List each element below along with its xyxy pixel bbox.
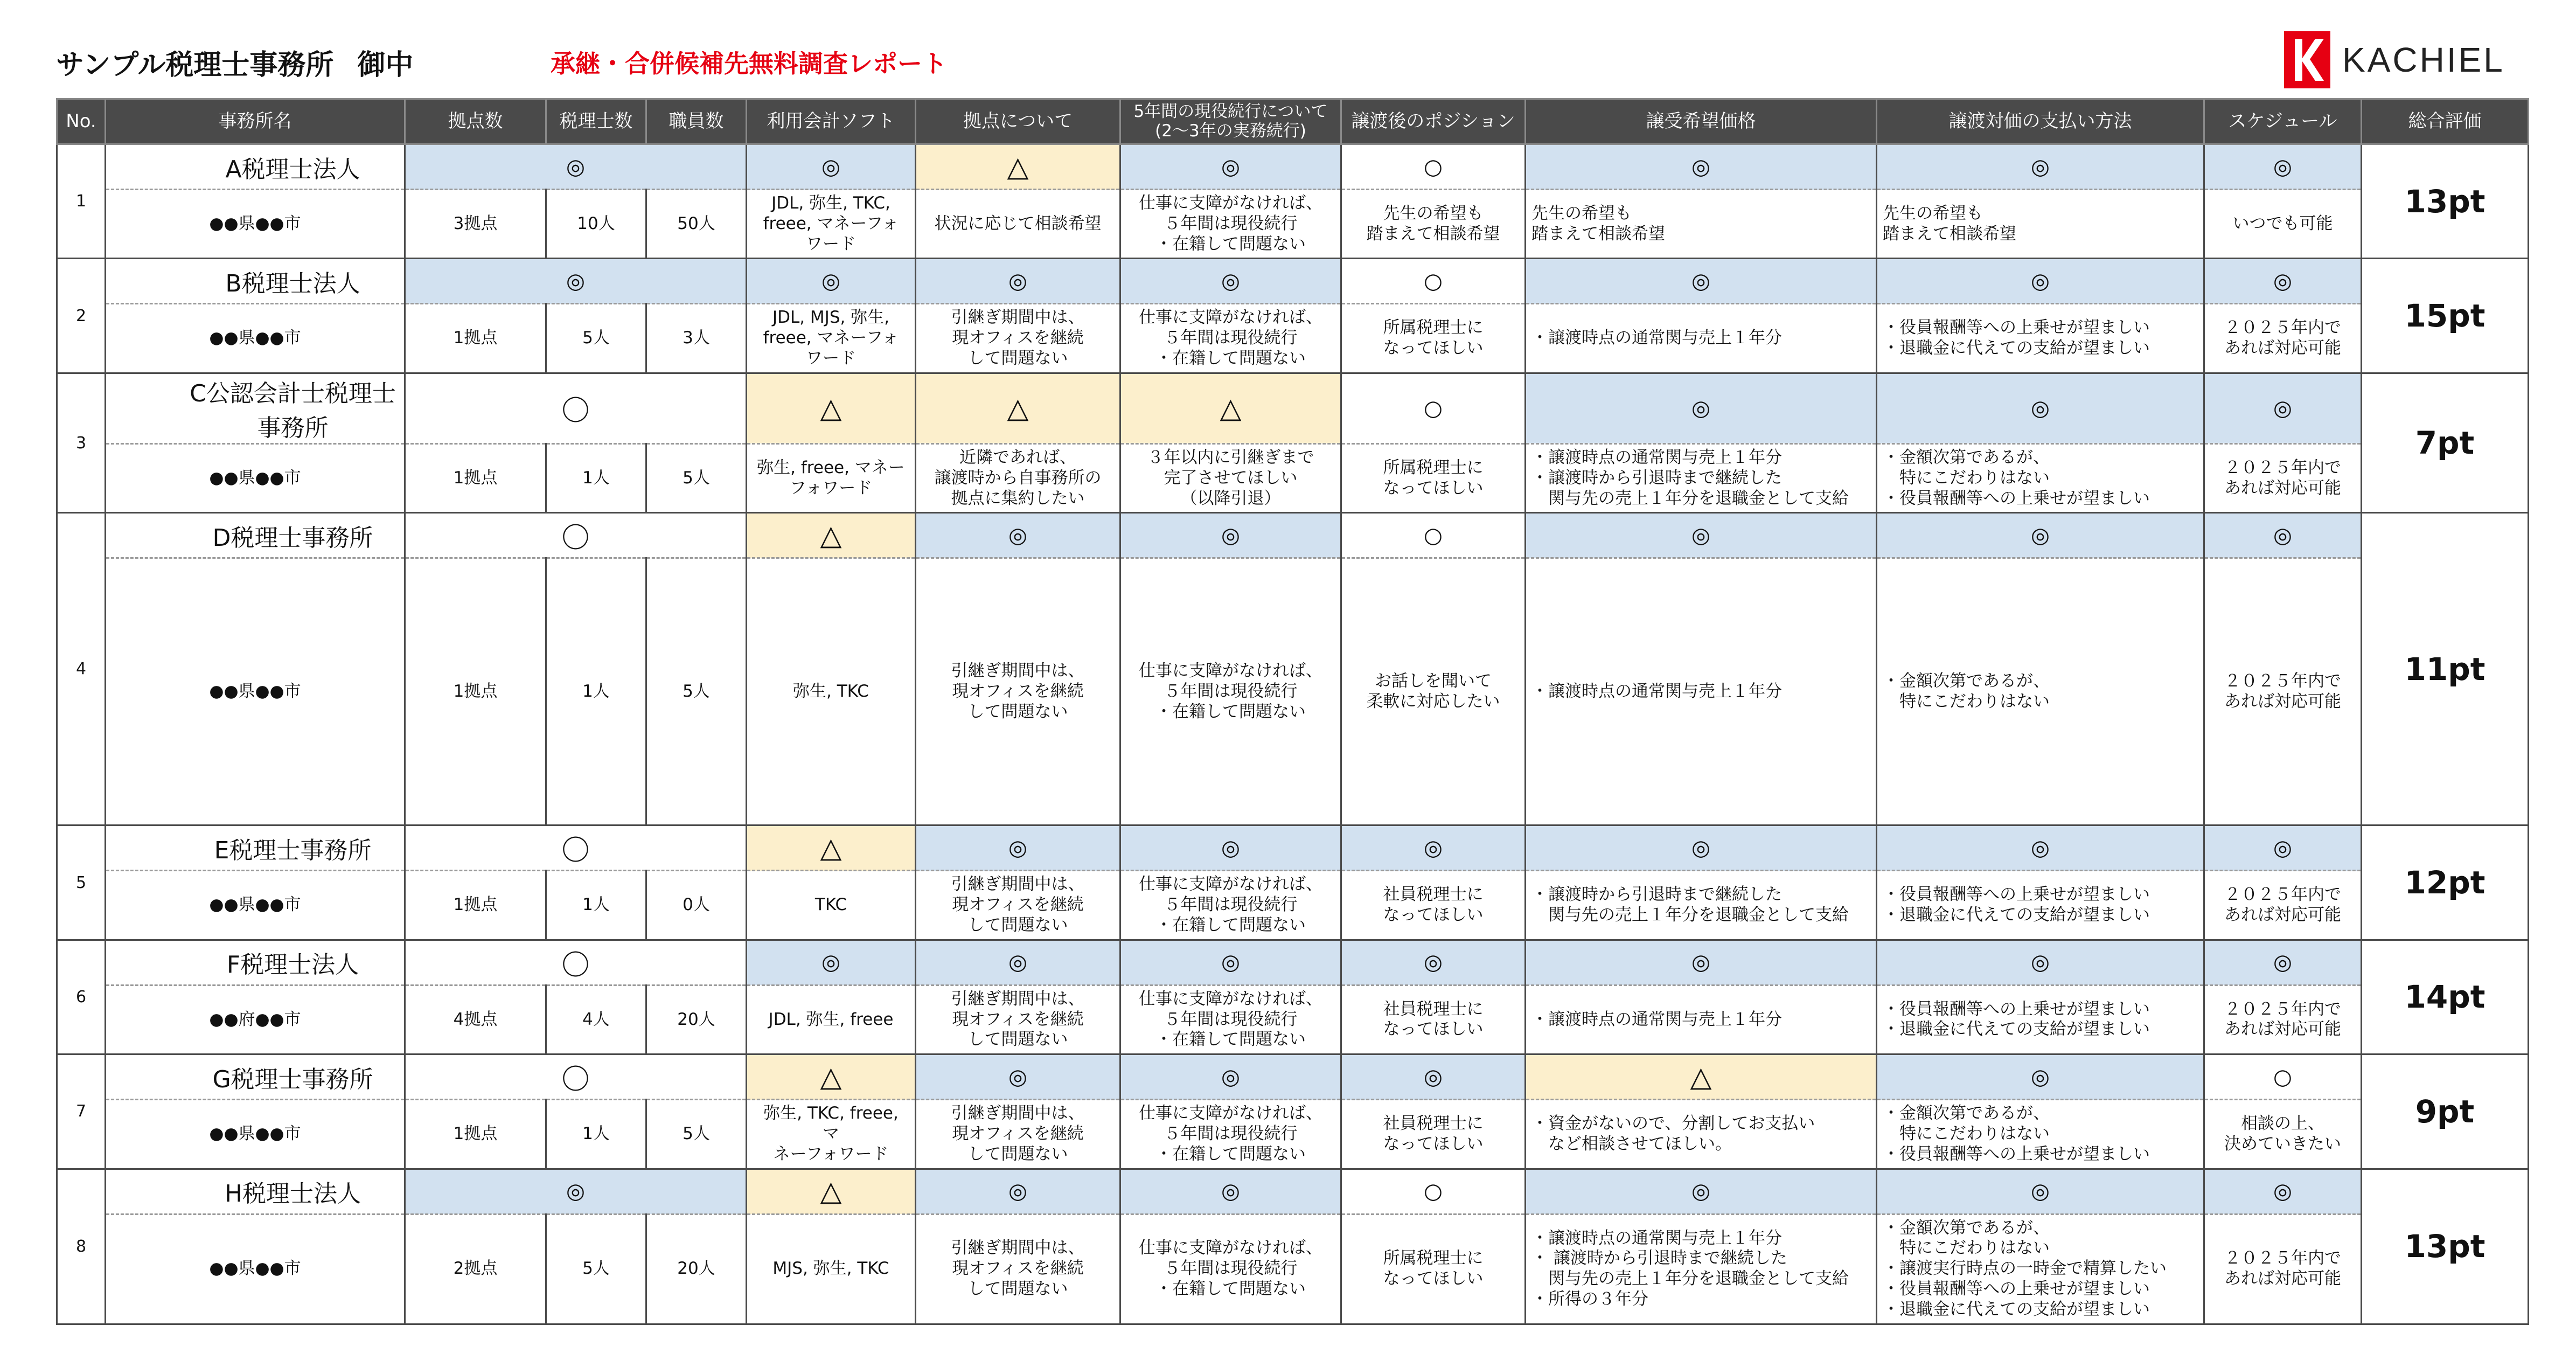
schedule-rating bbox=[2204, 144, 2362, 190]
payment-note: 先生の希望も 踏まえて相談希望 bbox=[1877, 190, 2204, 259]
basic-rating bbox=[405, 513, 747, 558]
kachiel-logo bbox=[2284, 30, 2505, 89]
schedule-note: ２０２５年内で あれば対応可能 bbox=[2204, 558, 2362, 825]
col-continue: 5年間の現役続行について (2〜3年の実務続行) bbox=[1120, 99, 1341, 144]
rating-mark: ○ bbox=[2273, 1064, 2292, 1090]
schedule-note: ２０２５年内で あれば対応可能 bbox=[2204, 304, 2362, 373]
payment-note: ・役員報酬等への上乗せが望ましい ・退職金に代えての支給が望ましい bbox=[1877, 985, 2204, 1054]
staff-count: 3人 bbox=[646, 304, 747, 373]
continue-rating bbox=[1120, 513, 1341, 558]
rating-mark: ◎ bbox=[1221, 950, 1240, 975]
accounting-software: JDL, 弥生, freee bbox=[747, 985, 916, 1054]
client-name: サンプル税理士事務所 bbox=[56, 49, 334, 81]
kachiel-logo-icon bbox=[2284, 31, 2330, 88]
basic-rating bbox=[405, 1169, 747, 1214]
base-note: 状況に応じて相談希望 bbox=[916, 190, 1120, 259]
office-location: ●●県●●市 bbox=[106, 443, 405, 512]
row-number: 5 bbox=[57, 825, 106, 940]
tax-accountant-count: 1人 bbox=[546, 1100, 646, 1169]
rating-mark: ◎ bbox=[2031, 523, 2050, 548]
office-name: H税理士法人 bbox=[106, 1169, 405, 1214]
rating-mark: ○ bbox=[1424, 395, 1443, 421]
rating-mark: ○ bbox=[1424, 154, 1443, 179]
total-score: 12pt bbox=[2362, 825, 2529, 940]
rating-mark: ◎ bbox=[1424, 1064, 1443, 1090]
accounting-software: JDL, 弥生, TKC, freee, マネーフォ ワード bbox=[747, 190, 916, 259]
rating-mark: ◎ bbox=[1008, 835, 1027, 861]
base-note: 引継ぎ期間中は、 現オフィスを継続 して問題ない bbox=[916, 1214, 1120, 1324]
continue-rating bbox=[1120, 1054, 1341, 1100]
accounting-software: MJS, 弥生, TKC bbox=[747, 1214, 916, 1324]
software-rating bbox=[747, 259, 916, 304]
base-note: 引継ぎ期間中は、 現オフィスを継続 して問題ない bbox=[916, 985, 1120, 1054]
col-price: 譲受希望価格 bbox=[1526, 99, 1877, 144]
office-name: A税理士法人 bbox=[106, 144, 405, 190]
rating-mark: △ bbox=[820, 392, 842, 425]
row-number: 1 bbox=[57, 144, 106, 259]
accounting-software: JDL, MJS, 弥生, freee, マネーフォ ワード bbox=[747, 304, 916, 373]
honorific: 御中 bbox=[357, 49, 414, 81]
rating-mark: ◎ bbox=[2031, 395, 2050, 421]
schedule-rating bbox=[2204, 940, 2362, 985]
tax-accountant-count: 5人 bbox=[546, 1214, 646, 1324]
position-note: 社員税理士に なってほしい bbox=[1341, 985, 1526, 1054]
continue-rating bbox=[1120, 940, 1341, 985]
tax-accountant-count: 5人 bbox=[546, 304, 646, 373]
rating-mark: ◎ bbox=[2031, 1179, 2050, 1204]
rating-mark: ◎ bbox=[1691, 395, 1710, 421]
base-rating bbox=[916, 144, 1120, 190]
bases-count: 1拠点 bbox=[405, 558, 546, 825]
office-name: G税理士事務所 bbox=[106, 1054, 405, 1100]
rating-mark: ◎ bbox=[2273, 523, 2292, 548]
schedule-rating bbox=[2204, 1169, 2362, 1214]
table-row bbox=[57, 1169, 2529, 1214]
rating-mark: ◎ bbox=[2273, 835, 2292, 861]
position-note: 社員税理士に なってほしい bbox=[1341, 1100, 1526, 1169]
table-row-detail bbox=[57, 871, 2529, 940]
bases-count: 1拠点 bbox=[405, 304, 546, 373]
table-row-detail bbox=[57, 558, 2529, 825]
office-name: D税理士事務所 bbox=[106, 513, 405, 558]
tax-accountant-count: 1人 bbox=[546, 558, 646, 825]
staff-count: 20人 bbox=[646, 1214, 747, 1324]
rating-mark: ◎ bbox=[1221, 154, 1240, 179]
office-location: ●●県●●市 bbox=[106, 871, 405, 940]
tax-accountant-count: 10人 bbox=[546, 190, 646, 259]
row-number: 6 bbox=[57, 940, 106, 1054]
rating-mark: ◎ bbox=[1691, 268, 1710, 294]
continue-note: 仕事に支障がなければ、 ５年間は現役続行 ・在籍して問題ない bbox=[1120, 304, 1341, 373]
rating-mark: ◎ bbox=[821, 154, 840, 179]
rating-mark: ◎ bbox=[566, 268, 585, 294]
rating-mark: ◎ bbox=[1221, 268, 1240, 294]
payment-rating bbox=[1877, 373, 2204, 443]
col-staff: 職員数 bbox=[646, 99, 747, 144]
schedule-rating bbox=[2204, 259, 2362, 304]
rating-mark: 〇 bbox=[561, 1064, 590, 1097]
base-rating bbox=[916, 373, 1120, 443]
position-rating bbox=[1341, 1169, 1526, 1214]
software-rating bbox=[747, 825, 916, 871]
office-name: C公認会計士税理士事務所 bbox=[106, 373, 405, 443]
payment-rating bbox=[1877, 940, 2204, 985]
price-note: 先生の希望も 踏まえて相談希望 bbox=[1526, 190, 1877, 259]
rating-mark: ◎ bbox=[566, 154, 585, 179]
rating-mark: ◎ bbox=[2031, 835, 2050, 861]
continue-note: 仕事に支障がなければ、 ５年間は現役続行 ・在籍して問題ない bbox=[1120, 871, 1341, 940]
col-payment: 譲渡対価の支払い方法 bbox=[1877, 99, 2204, 144]
table-body bbox=[57, 144, 2529, 1324]
accounting-software: 弥生, TKC bbox=[747, 558, 916, 825]
continue-rating bbox=[1120, 1169, 1341, 1214]
col-no: No. bbox=[57, 99, 106, 144]
price-rating bbox=[1526, 1169, 1877, 1214]
accounting-software: TKC bbox=[747, 871, 916, 940]
payment-note: ・役員報酬等への上乗せが望ましい ・退職金に代えての支給が望ましい bbox=[1877, 304, 2204, 373]
position-rating bbox=[1341, 1054, 1526, 1100]
base-note: 引継ぎ期間中は、 現オフィスを継続 して問題ない bbox=[916, 1100, 1120, 1169]
rating-mark: ◎ bbox=[1221, 523, 1240, 548]
price-note: ・資金がないので、分割してお支払い など相談させてほしい。 bbox=[1526, 1100, 1877, 1169]
rating-mark: ◎ bbox=[1691, 1179, 1710, 1204]
tax-accountant-count: 4人 bbox=[546, 985, 646, 1054]
bases-count: 4拠点 bbox=[405, 985, 546, 1054]
table-row bbox=[57, 144, 2529, 190]
base-rating bbox=[916, 825, 1120, 871]
office-location: ●●県●●市 bbox=[106, 190, 405, 259]
schedule-rating bbox=[2204, 825, 2362, 871]
software-rating bbox=[747, 1169, 916, 1214]
position-rating bbox=[1341, 940, 1526, 985]
rating-mark: ◎ bbox=[1691, 950, 1710, 975]
continue-note: 仕事に支障がなければ、 ５年間は現役続行 ・在籍して問題ない bbox=[1120, 1100, 1341, 1169]
price-rating bbox=[1526, 940, 1877, 985]
table-row-detail bbox=[57, 443, 2529, 512]
position-note: 所属税理士に なってほしい bbox=[1341, 1214, 1526, 1324]
rating-mark: ◎ bbox=[2031, 950, 2050, 975]
continue-note: 仕事に支障がなければ、 ５年間は現役続行 ・在籍して問題ない bbox=[1120, 1214, 1341, 1324]
basic-rating bbox=[405, 373, 747, 443]
rating-mark: △ bbox=[820, 1060, 842, 1093]
rating-mark: ◎ bbox=[1008, 1064, 1027, 1090]
rating-mark: △ bbox=[820, 519, 842, 552]
rating-mark: 〇 bbox=[561, 522, 590, 555]
rating-mark: 〇 bbox=[561, 835, 590, 868]
table-row-detail bbox=[57, 1214, 2529, 1324]
schedule-note: いつでも可能 bbox=[2204, 190, 2362, 259]
rating-mark: ○ bbox=[1424, 523, 1443, 548]
office-name: F税理士法人 bbox=[106, 940, 405, 985]
schedule-note: 相談の上、 決めていきたい bbox=[2204, 1100, 2362, 1169]
bases-count: 1拠点 bbox=[405, 871, 546, 940]
software-rating bbox=[747, 940, 916, 985]
continue-note: 仕事に支障がなければ、 ５年間は現役続行 ・在籍して問題ない bbox=[1120, 558, 1341, 825]
payment-rating bbox=[1877, 259, 2204, 304]
row-number: 2 bbox=[57, 259, 106, 373]
total-score: 9pt bbox=[2362, 1054, 2529, 1169]
price-rating bbox=[1526, 144, 1877, 190]
table-row-detail bbox=[57, 985, 2529, 1054]
payment-rating bbox=[1877, 1169, 2204, 1214]
continue-rating bbox=[1120, 373, 1341, 443]
position-rating bbox=[1341, 144, 1526, 190]
position-note: 所属税理士に なってほしい bbox=[1341, 304, 1526, 373]
office-location: ●●府●●市 bbox=[106, 985, 405, 1054]
staff-count: 0人 bbox=[646, 871, 747, 940]
staff-count: 20人 bbox=[646, 985, 747, 1054]
base-rating bbox=[916, 259, 1120, 304]
price-note: ・譲渡時点の通常関与売上１年分 ・譲渡時から引退時まで継続した 関与先の売上１年分を退職金として支給 bbox=[1526, 443, 1877, 512]
rating-mark: ◎ bbox=[1008, 1179, 1027, 1204]
rating-mark: ◎ bbox=[1691, 154, 1710, 179]
row-number: 3 bbox=[57, 373, 106, 512]
price-note: ・譲渡時点の通常関与売上１年分 ・ 譲渡時から引退時まで継続した 関与先の売上１年分を退職金として支給 ・所得の３年分 bbox=[1526, 1214, 1877, 1324]
staff-count: 5人 bbox=[646, 1100, 747, 1169]
rating-mark: ◎ bbox=[2031, 1064, 2050, 1090]
price-rating bbox=[1526, 825, 1877, 871]
total-score: 11pt bbox=[2362, 513, 2529, 825]
payment-rating bbox=[1877, 1054, 2204, 1100]
schedule-rating bbox=[2204, 1054, 2362, 1100]
rating-mark: ◎ bbox=[1221, 835, 1240, 861]
rating-mark: ◎ bbox=[2031, 268, 2050, 294]
software-rating bbox=[747, 1054, 916, 1100]
base-note: 近隣であれば、 譲渡時から自事務所の 拠点に集約したい bbox=[916, 443, 1120, 512]
rating-mark: ◎ bbox=[2031, 154, 2050, 179]
rating-mark: ◎ bbox=[821, 950, 840, 975]
rating-mark: ○ bbox=[1424, 1179, 1443, 1204]
client-title bbox=[56, 42, 413, 82]
continue-rating bbox=[1120, 825, 1341, 871]
basic-rating bbox=[405, 144, 747, 190]
office-location: ●●県●●市 bbox=[106, 304, 405, 373]
price-rating bbox=[1526, 259, 1877, 304]
rating-mark: ◎ bbox=[2273, 950, 2292, 975]
rating-mark: ◎ bbox=[1008, 523, 1027, 548]
col-bases: 拠点数 bbox=[405, 99, 546, 144]
rating-mark: ◎ bbox=[1424, 835, 1443, 861]
rating-mark: 〇 bbox=[561, 395, 590, 428]
continue-note: 仕事に支障がなければ、 ５年間は現役続行 ・在籍して問題ない bbox=[1120, 190, 1341, 259]
table-row bbox=[57, 373, 2529, 443]
rating-mark: △ bbox=[1007, 150, 1029, 183]
total-score: 15pt bbox=[2362, 259, 2529, 373]
table-row bbox=[57, 940, 2529, 985]
tax-accountant-count: 1人 bbox=[546, 871, 646, 940]
report-title: 承継・合併候補先無料調査レポート bbox=[551, 49, 947, 78]
basic-rating bbox=[405, 1054, 747, 1100]
total-score: 13pt bbox=[2362, 1169, 2529, 1324]
total-score: 7pt bbox=[2362, 373, 2529, 512]
office-location: ●●県●●市 bbox=[106, 1214, 405, 1324]
rating-mark: ○ bbox=[1424, 268, 1443, 294]
rating-mark: 〇 bbox=[561, 949, 590, 982]
logo-text: KACHIEL bbox=[2342, 40, 2505, 79]
base-rating bbox=[916, 513, 1120, 558]
schedule-rating bbox=[2204, 513, 2362, 558]
staff-count: 50人 bbox=[646, 190, 747, 259]
base-note: 引継ぎ期間中は、 現オフィスを継続 して問題ない bbox=[916, 304, 1120, 373]
position-note: 先生の希望も 踏まえて相談希望 bbox=[1341, 190, 1526, 259]
rating-mark: △ bbox=[1007, 392, 1029, 425]
row-number: 8 bbox=[57, 1169, 106, 1324]
bases-count: 2拠点 bbox=[405, 1214, 546, 1324]
position-note: お話しを聞いて 柔軟に対応したい bbox=[1341, 558, 1526, 825]
rating-mark: ◎ bbox=[1221, 1064, 1240, 1090]
office-location: ●●県●●市 bbox=[106, 558, 405, 825]
office-location: ●●県●●市 bbox=[106, 1100, 405, 1169]
col-position: 譲渡後のポジション bbox=[1341, 99, 1526, 144]
rating-mark: ◎ bbox=[566, 1179, 585, 1204]
table-row bbox=[57, 825, 2529, 871]
base-note: 引継ぎ期間中は、 現オフィスを継続 して問題ない bbox=[916, 871, 1120, 940]
basic-rating bbox=[405, 825, 747, 871]
price-rating bbox=[1526, 373, 1877, 443]
payment-rating bbox=[1877, 825, 2204, 871]
base-rating bbox=[916, 940, 1120, 985]
price-note: ・譲渡時から引退時まで継続した 関与先の売上１年分を退職金として支給 bbox=[1526, 871, 1877, 940]
col-tax-accountants: 税理士数 bbox=[546, 99, 646, 144]
bases-count: 1拠点 bbox=[405, 443, 546, 512]
row-number: 4 bbox=[57, 513, 106, 825]
schedule-note: ２０２５年内で あれば対応可能 bbox=[2204, 1214, 2362, 1324]
tax-accountant-count: 1人 bbox=[546, 443, 646, 512]
position-note: 社員税理士に なってほしい bbox=[1341, 871, 1526, 940]
schedule-note: ２０２５年内で あれば対応可能 bbox=[2204, 871, 2362, 940]
position-note: 所属税理士に なってほしい bbox=[1341, 443, 1526, 512]
price-rating bbox=[1526, 1054, 1877, 1100]
rating-mark: △ bbox=[1220, 392, 1242, 425]
accounting-software: 弥生, TKC, freee, マ ネーフォワード bbox=[747, 1100, 916, 1169]
rating-mark: △ bbox=[820, 831, 842, 864]
software-rating bbox=[747, 373, 916, 443]
schedule-note: ２０２５年内で あれば対応可能 bbox=[2204, 443, 2362, 512]
rating-mark: ◎ bbox=[1008, 950, 1027, 975]
table-row bbox=[57, 513, 2529, 558]
payment-note: ・金額次第であるが、 特にこだわりはない ・役員報酬等への上乗せが望ましい bbox=[1877, 443, 2204, 512]
position-rating bbox=[1341, 513, 1526, 558]
col-office-name: 事務所名 bbox=[106, 99, 405, 144]
staff-count: 5人 bbox=[646, 558, 747, 825]
rating-mark: △ bbox=[820, 1175, 842, 1208]
payment-note: ・金額次第であるが、 特にこだわりはない bbox=[1877, 558, 2204, 825]
payment-note: ・役員報酬等への上乗せが望ましい ・退職金に代えての支給が望ましい bbox=[1877, 871, 2204, 940]
table-row-detail bbox=[57, 1100, 2529, 1169]
rating-mark: △ bbox=[1690, 1060, 1712, 1093]
bases-count: 3拠点 bbox=[405, 190, 546, 259]
col-schedule: スケジュール bbox=[2204, 99, 2362, 144]
base-rating bbox=[916, 1169, 1120, 1214]
payment-note: ・金額次第であるが、 特にこだわりはない ・譲渡実行時点の一時金で精算したい ・役員報酬等への上乗せが望ましい ・退職金に代えての支給が望ましい bbox=[1877, 1214, 2204, 1324]
schedule-note: ２０２５年内で あれば対応可能 bbox=[2204, 985, 2362, 1054]
price-note: ・譲渡時点の通常関与売上１年分 bbox=[1526, 558, 1877, 825]
rating-mark: ◎ bbox=[1221, 1179, 1240, 1204]
table-header-row bbox=[57, 99, 2529, 144]
rating-mark: ◎ bbox=[2273, 1179, 2292, 1204]
rating-mark: ◎ bbox=[1008, 268, 1027, 294]
continue-rating bbox=[1120, 259, 1341, 304]
price-note: ・譲渡時点の通常関与売上１年分 bbox=[1526, 985, 1877, 1054]
position-rating bbox=[1341, 259, 1526, 304]
rating-mark: ◎ bbox=[821, 268, 840, 294]
col-score: 総合評価 bbox=[2362, 99, 2529, 144]
base-note: 引継ぎ期間中は、 現オフィスを継続 して問題ない bbox=[916, 558, 1120, 825]
table-row-detail bbox=[57, 190, 2529, 259]
rating-mark: ◎ bbox=[1424, 950, 1443, 975]
total-score: 13pt bbox=[2362, 144, 2529, 259]
bases-count: 1拠点 bbox=[405, 1100, 546, 1169]
continue-rating bbox=[1120, 144, 1341, 190]
rating-mark: ◎ bbox=[2273, 268, 2292, 294]
continue-note: ３年以内に引継ぎまで 完了させてほしい （以降引退） bbox=[1120, 443, 1341, 512]
position-rating bbox=[1341, 373, 1526, 443]
position-rating bbox=[1341, 825, 1526, 871]
rating-mark: ◎ bbox=[1691, 835, 1710, 861]
col-base-note: 拠点について bbox=[916, 99, 1120, 144]
price-note: ・譲渡時点の通常関与売上１年分 bbox=[1526, 304, 1877, 373]
payment-rating bbox=[1877, 144, 2204, 190]
payment-note: ・金額次第であるが、 特にこだわりはない ・役員報酬等への上乗せが望ましい bbox=[1877, 1100, 2204, 1169]
rating-mark: ◎ bbox=[1691, 523, 1710, 548]
table-row-detail bbox=[57, 304, 2529, 373]
table-row bbox=[57, 1054, 2529, 1100]
continue-note: 仕事に支障がなければ、 ５年間は現役続行 ・在籍して問題ない bbox=[1120, 985, 1341, 1054]
table-row bbox=[57, 259, 2529, 304]
staff-count: 5人 bbox=[646, 443, 747, 512]
price-rating bbox=[1526, 513, 1877, 558]
software-rating bbox=[747, 144, 916, 190]
accounting-software: 弥生, freee, マネー フォワード bbox=[747, 443, 916, 512]
schedule-rating bbox=[2204, 373, 2362, 443]
office-name: E税理士事務所 bbox=[106, 825, 405, 871]
col-software: 利用会計ソフト bbox=[747, 99, 916, 144]
basic-rating bbox=[405, 940, 747, 985]
office-name: B税理士法人 bbox=[106, 259, 405, 304]
base-rating bbox=[916, 1054, 1120, 1100]
payment-rating bbox=[1877, 513, 2204, 558]
basic-rating bbox=[405, 259, 747, 304]
row-number: 7 bbox=[57, 1054, 106, 1169]
report-table bbox=[56, 98, 2529, 1325]
software-rating bbox=[747, 513, 916, 558]
total-score: 14pt bbox=[2362, 940, 2529, 1054]
rating-mark: ◎ bbox=[2273, 154, 2292, 179]
rating-mark: ◎ bbox=[2273, 395, 2292, 421]
